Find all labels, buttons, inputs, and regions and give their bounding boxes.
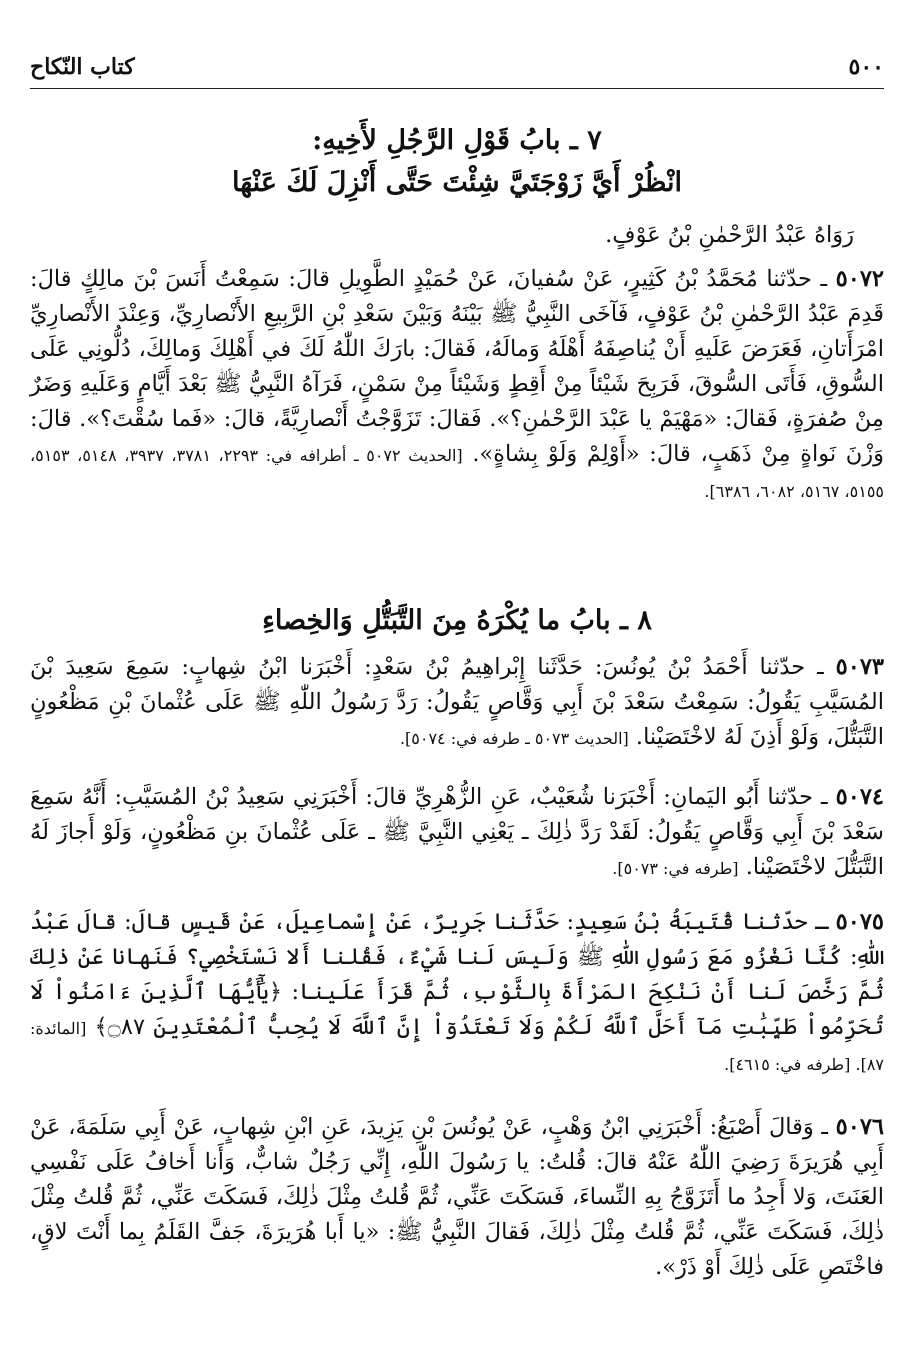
hadith-reference: [المائدة: ٨٧]. [طرفه في: ٤٦١٥]. bbox=[30, 1019, 884, 1074]
hadith-5073 bbox=[30, 650, 884, 756]
hadith-reference: [طرفه في: ٥٠٧٣]. bbox=[612, 859, 739, 878]
hadith-reference: [الحديث ٥٠٧٢ ـ أطرافه في: ٢٢٩٣، ٣٧٨١، ٣٩٣٧، ٥١٤٨، ٥١٥٣، ٥١٥٥، ٥١٦٧، ٦٠٨٢، ٦٣٨٦]. bbox=[30, 446, 884, 501]
hadith-5075 bbox=[30, 905, 884, 1082]
hadith-number: ٥٠٧٥ bbox=[835, 909, 884, 935]
hadith-text: ـ حدّثنا أَحْمَدُ بْنُ يُونُسَ: حَدَّثَنا إِبْراهِيمُ بْنُ سَعْدٍ: أَخْبَرَنا ابْنُ شِهابٍ: سَمِعَ سَعِيدَ بْنَ المُسَيَّبِ يَقُولُ: سَمِعْتُ سَعْدَ بْنَ أَبِي وَقَّاصٍ يَقُولُ: رَدَّ رَسُولُ اللّٰهِ ﷺ عَلَى عُثْمانَ بْنِ مَظْعُونٍ التَّبَتُّلَ، وَلَوْ أَذِنَ لَهُ لاخْتَصَيْنا. bbox=[30, 654, 884, 750]
hadith-text: ـ حدّثنا قُتَيبَةُ بْنُ سَعِيدٍ: حَدَّثَنا جَرِيرٌ، عَنْ إِسْماعِيلَ، عَنْ قَيسٍ قالَ: قالَ عَبْدُ اللّٰهِ: كُنَّا نَغْزُو مَعَ رَسُولِ اللّٰهِ ﷺ وَلَيسَ لَنا شَيْءٌ، فَقُلنا أَلا نَسْتَخْصِي؟ فَنَهانا عَنْ ذٰلِكَ ثُمَّ رَخَّصَ لَنا أَنْ نَنْكِحَ المَرْأَةَ بِالثَّوْبِ، ثُمَّ قَرَأَ عَلَينا: ﴿يَٰٓأَيُّهَا ٱلَّذِينَ ءَامَنُواْ لَا تُحَرِّمُواْ طَيِّبَٰتِ مَآ أَحَلَّ ٱللَّهُ لَكُمْ وَلَا تَعْتَدُوٓاْ إِنَّ ٱللَّهَ لَا يُحِبُّ ٱلْمُعْتَدِينَ ۝٨٧﴾ bbox=[30, 909, 884, 1040]
hadith-text: ـ حدّثنا أَبُو اليَمانِ: أَخْبَرَنا شُعَيْبٌ، عَنِ الزُّهْرِيِّ قالَ: أَخْبَرَنِي سَعِيدُ بْنُ المُسَيَّبِ: أَنَّهُ سَمِعَ سَعْدَ بْنَ أَبِي وَقَّاصٍ يَقُولُ: لَقَدْ رَدَّ ذٰلِكَ ـ يَعْنِي النَّبِيَّ ﷺ ـ عَلَى عُثْمانَ بنِ مَظْعُونٍ، وَلَوْ أَجازَ لَهُ التَّبَتُّلَ لاخْتَصَيْنا. bbox=[30, 784, 884, 880]
chapter-7-narration: رَوَاهُ عَبْدُ الرَّحْمٰنِ بْنُ عَوْفٍ. bbox=[605, 222, 854, 248]
hadith-5076 bbox=[30, 1110, 884, 1285]
chapter-8-title: ٨ ـ بابُ ما يُكْرَهُ مِنَ التَّبَتُّلِ وَالخِصاءِ bbox=[262, 605, 652, 636]
chapter-8-heading bbox=[30, 600, 884, 642]
hadith-text: ـ حدّثنا مُحَمَّدُ بْنُ كَثِيرٍ، عَنْ سُفيانَ، عَنْ حُمَيْدٍ الطَّوِيلِ قالَ: سَمِعْتُ أَنَسَ بْنَ مالِكٍ قالَ: قَدِمَ عَبْدُ الرَّحْمٰنِ بْنُ عَوْفٍ، فَآخَى النَّبِيُّ ﷺ بَيْنَهُ وَبَيْنَ سَعْدِ بْنِ الرَّبِيعِ الأَنْصارِيِّ، وَعِنْدَ الأَنْصارِيِّ امْرَأَتانِ، فَعَرَضَ عَلَيهِ أَنْ يُناصِفَهُ أَهْلَهُ وَمالَهُ، فَقالَ: بارَكَ اللّٰهُ لَكَ في أَهْلِكَ وَمالِكَ، دُلُّونِي عَلَى السُّوقِ، فَأَتَى السُّوقَ، فَرَبِحَ شَيْئاً مِنْ أَقِطٍ وَشَيْئاً مِنْ سَمْنٍ، فَرَآهُ النَّبِيُّ ﷺ بَعْدَ أَيَّامٍ وَعَلَيهِ وَضَرٌ مِنْ صُفرَةٍ، فَقالَ: «مَهْيَمْ يا عَبْدَ الرَّحْمٰنِ؟». فَقالَ: تَزَوَّجْتُ أَنْصارِيَّةً، قالَ: «فَما سُقْتَ؟». قالَ: وَزْنَ نَواةٍ مِنْ ذَهَبٍ، قالَ: «أَوْلِمْ وَلَوْ بِشاةٍ». bbox=[30, 266, 885, 467]
hadith-text: ـ وَقالَ أَصْبَغُ: أَخْبَرَنِي ابْنُ وَهْبٍ، عَنْ يُونُسَ بْنِ يَزِيدَ، عَنِ ابْنِ شِهابٍ، عَنْ أَبِي سَلَمَةَ، عَنْ أَبِي هُرَيرَةَ رَضِيَ اللّٰهُ عَنْهُ قالَ: قُلتُ: يا رَسُولَ اللّٰهِ، إِنِّي رَجُلٌ شابٌّ، وَأَنا أَخافُ عَلَى نَفْسِي العَنَتَ، وَلا أَجِدُ ما أَتَزَوَّجُ بِهِ النِّساءَ، فَسَكَتَ عَنِّي، ثُمَّ قُلتُ مِثْلَ ذٰلِكَ، فَسَكَتَ عَنِّي، ثُمَّ قُلتُ مِثْلَ ذٰلِكَ، فَسَكَتَ عَنِّي، ثُمَّ قُلتُ مِثْلَ ذٰلِكَ، فَقالَ النَّبِيُّ ﷺ: «يا أَبا هُرَيرَةَ، جَفَّ القَلَمُ بِما أَنْتَ لاقٍ، فاخْتَصِ عَلَى ذٰلِكَ أَوْ ذَرْ». bbox=[30, 1114, 884, 1280]
hadith-number: ٥٠٧٦ bbox=[835, 1114, 885, 1140]
running-header bbox=[30, 48, 884, 89]
chapter-7-heading bbox=[30, 120, 884, 204]
hadith-reference: [الحديث ٥٠٧٣ ـ طرفه في: ٥٠٧٤]. bbox=[399, 729, 629, 748]
hadith-number: ٥٠٧٢ bbox=[835, 266, 884, 292]
hadith-5074 bbox=[30, 780, 884, 886]
book-title: كتاب النّكاح bbox=[30, 54, 135, 80]
hadith-number: ٥٠٧٣ bbox=[835, 654, 884, 680]
chapter-7-title-line2: انْظُرْ أَيَّ زَوْجَتَيَّ شِئْتَ حَتَّى أَنْزِلَ لَكَ عَنْهَا bbox=[232, 167, 682, 198]
chapter-7-title-line1: ٧ ـ بابُ قَوْلِ الرَّجُلِ لأَخِيهِ: bbox=[312, 125, 602, 156]
page-number: ٥٠٠ bbox=[848, 54, 884, 80]
hadith-5072 bbox=[30, 262, 884, 509]
hadith-number: ٥٠٧٤ bbox=[835, 784, 884, 810]
